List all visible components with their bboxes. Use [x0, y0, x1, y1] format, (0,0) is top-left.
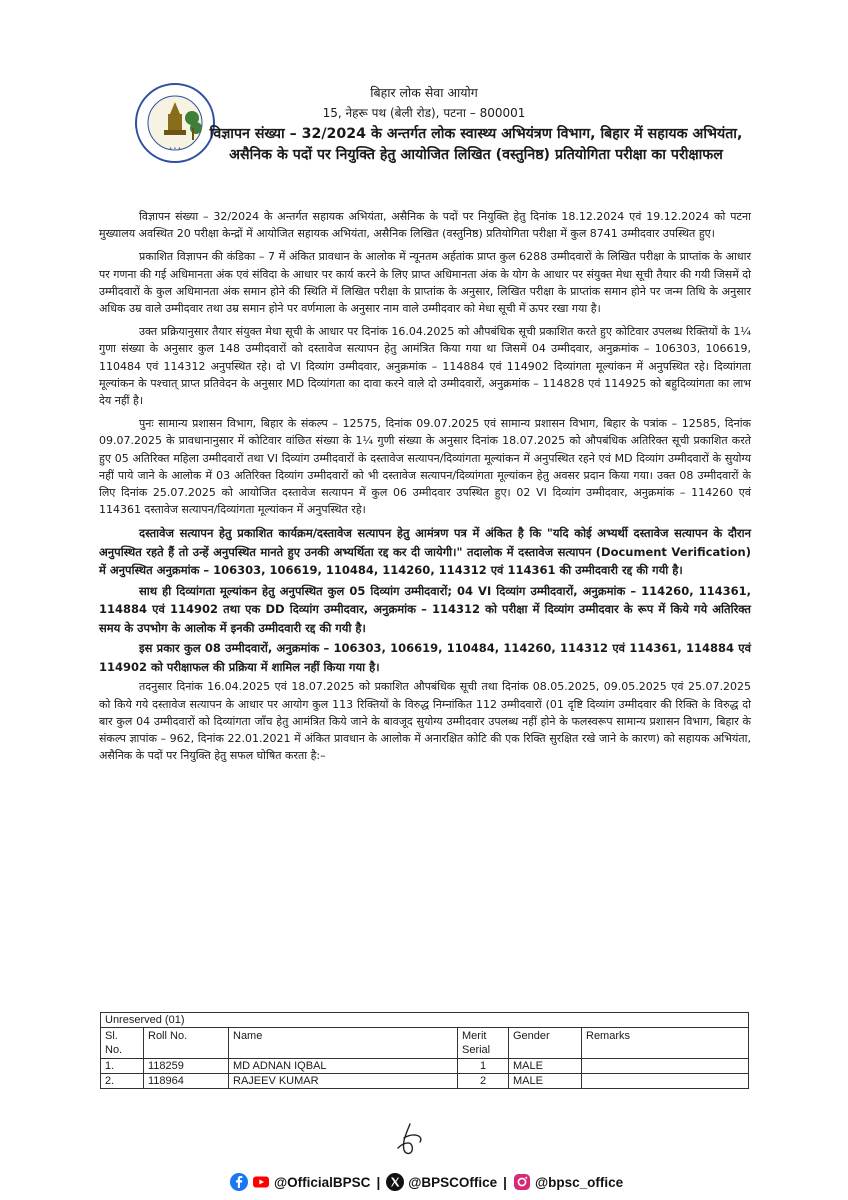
paragraph-3: उक्त प्रक्रियानुसार तैयार संयुक्त मेधा सूची के आधार पर दिनांक 16.04.2025 को औपबंधिक सूची प्रकाशित करते हुए कोटिवार उपलब्ध रिक्तियों के 1¼ गुणा संख्या के अनुसार कुल 148 उम्मीदवारों को दस्तावेज सत्यापन हेतु आमंत्रित किया गया था जिसमें 04 उम्मीदवार, अनुक्रमांक – 106303, 106619, 110484 एवं 114312 अनुपस्थित रहे। दो VI दिव्यांग उम्मीदवार, अनुक्रमांक – 114884 एवं 114902 दिव्यांगता मूल्यांकन में अनुपस्थित रहे। दिव्यांगता मूल्यांकन के पश्चात् प्राप्त प्रतिवेदन के अनुसार MD दिव्यांगता का दावा करने वाले दो उम्मीदवारों, अनुक्रमांक – 114828 एवं 114925 को बहुदिव्यांगता का लाभ देय नहीं है।: [99, 325, 751, 408]
footer-separator: |: [503, 1174, 507, 1190]
paragraph-2: प्रकाशित विज्ञापन की कंडिका – 7 में अंकित प्रावधान के आलोक में न्यूनतम अर्हतांक प्राप्त कुल 6288 उम्मीदवारों के लिखित परीक्षा के प्राप्तांक के आधार पर गणना की गई अधिमानता अंक एवं संविदा के आधार पर कार्य करने के लिए प्राप्त अधिमानता अंक के योग के आधार पर संयुक्त मेधा सूची तैयार की गयी जिसमें दो उम्मीदवारों के कुल अधिमानता अंक समान होने की स्थिति में लिखित परीक्षा के प्राप्तांक के अनुसार, लिखित परीक्षा के प्राप्तांक समान होने पर जन्म तिथि के अनुसार अधिक उम्र वाले उम्मीदवार तथा उम्र समान होने पर वर्णमाला के अनुसार नाम वाले उम्मीदवार को मेधा सूची में ऊपर रखा गया है।: [99, 250, 751, 316]
instagram-group[interactable]: [513, 1173, 623, 1191]
cell-sl: 2.: [101, 1074, 144, 1089]
cell-gender: MALE: [509, 1074, 582, 1089]
cell-name: MD ADNAN IQBAL: [229, 1059, 458, 1074]
header-name: Name: [229, 1028, 458, 1059]
cell-merit: 1: [458, 1059, 509, 1074]
youtube-icon: [252, 1173, 270, 1191]
table-header-row: [101, 1028, 749, 1059]
header-remarks: Remarks: [582, 1028, 749, 1059]
social-footer: [230, 1170, 625, 1194]
result-table: [100, 1012, 749, 1089]
paragraph-8: तदनुसार दिनांक 16.04.2025 एवं 18.07.2025 को प्रकाशित औपबंधिक सूची तथा दिनांक 08.05.2025, 09.05.2025 एवं 25.07.2025 को किये गये दस्तावेज सत्यापन के आधार पर आयोग कुल 113 रिक्तियों के विरुद्ध निम्नांकित 112 उम्मीदवारों (01 दृष्टि दिव्यांग उम्मीदवार की रिक्ति के विरुद्ध दो बार कुल 04 उम्मीदवारों को दिव्यांगता जाँच हेतु आमंत्रित किये जाने के बावजूद सुयोग्य उम्मीदवार उपलब्ध नहीं होने के फलस्वरूप सामान्य प्रशासन विभाग, बिहार के संकल्प ज्ञापांक – 962, दिनांक 22.01.2021 में अंकित प्रावधान के आलोक में अनारक्षित कोटि की एक रिक्ति सुरक्षित रखे जाने के कारण) को सहायक अभियंता, असैनिक के पदों पर नियुक्ति हेतु सफल घोषित करता है:–: [99, 680, 751, 763]
cell-roll: 118964: [144, 1074, 229, 1089]
handle-bpscoffice: @BPSCOffice: [408, 1174, 498, 1190]
facebook-icon: [230, 1173, 248, 1191]
header-gender: Gender: [509, 1028, 582, 1059]
paragraph-1: विज्ञापन संख्या – 32/2024 के अन्तर्गत सहायक अभियंता, असैनिक के पदों पर नियुक्ति हेतु दिनांक 18.12.2024 एवं 19.12.2024 को पटना मुख्यालय अवस्थित 20 परीक्षा केन्द्रों में आयोजित सहायक अभियंता, असैनिक लिखित (वस्तुनिष्ठ) प्रतियोगिता परीक्षा में कुल 8741 उम्मीदवार उपस्थित हुए।: [99, 210, 751, 241]
organization-name: बिहार लोक सेवा आयोग: [370, 85, 478, 100]
handle-bpsc-office: @bpsc_office: [534, 1174, 624, 1190]
header-sl: Sl. No.: [101, 1028, 144, 1059]
cell-roll: 118259: [144, 1059, 229, 1074]
header-merit: Merit Serial: [458, 1028, 509, 1059]
header-roll: Roll No.: [144, 1028, 229, 1059]
paragraph-7: इस प्रकार कुल 08 उम्मीदवारों, अनुक्रमांक – 106303, 106619, 110484, 114260, 114312 एवं 114361, 114884 एवं 114902 को परीक्षाफल की प्रक्रिया में शामिल नहीं किया गया है।: [99, 641, 751, 674]
table-row: [101, 1059, 749, 1074]
paragraph-6: साथ ही दिव्यांगता मूल्यांकन हेतु अनुपस्थित कुल 05 दिव्यांग उम्मीदवारों; 04 VI दिव्यांग उम्मीदवारों, अनुक्रमांक – 114260, 114361, 114884 एवं 114902 तथा एक DD दिव्यांग उम्मीदवार, अनुक्रमांक – 114312 को परीक्षा में दिव्यांग उम्मीदवार के रूप में किये गये अतिरिक्त समय के उपभोग के आलोक में इनकी उम्मीदवारी रद्द की गयी है।: [99, 583, 751, 635]
footer-separator: |: [376, 1174, 381, 1190]
x-twitter-icon: [386, 1173, 404, 1191]
table-caption: Unreserved (01): [101, 1013, 749, 1028]
cell-sl: 1.: [101, 1059, 144, 1074]
paragraph-4: पुनः सामान्य प्रशासन विभाग, बिहार के संकल्प – 12575, दिनांक 09.07.2025 एवं सामान्य प्रशासन विभाग, बिहार के पत्रांक – 12585, दिनांक 09.07.2025 के प्रावधानानुसार में कोटिवार वांछित संख्या के 1¼ गुणी संख्या के अनुसार दिनांक 18.07.2025 को औपबंधिक अतिरिक्त सूची प्रकाशित करते हुए 05 अतिरिक्त महिला उम्मीदवारों तथा VI दिव्यांग उम्मीदवारों के दस्तावेज सत्यापन/दिव्यांगता मूल्यांकन में अनुपस्थित रहने एवं MD दिव्यांग उम्मीदवारों के सुयोग्य नहीं पाये जाने के आलोक में 03 अतिरिक्त दिव्यांग उम्मीदवारों को भी दस्तावेज सत्यापन/दिव्यांगता मूल्यांकन हेतु अवसर प्रदान किया गया। उक्त 08 उम्मीदवारों के लिए दिनांक 25.07.2025 को आयोजित दस्तावेज सत्यापन में कुल 06 उम्मीदवार उपस्थित हुए। 02 VI दिव्यांग उम्मीदवार, अनुक्रमांक – 114260 एवं 114361 दस्तावेज सत्यापन/दिव्यांगता मूल्यांकन में अनुपस्थित रहे।: [99, 417, 751, 517]
cell-remarks: [582, 1074, 749, 1089]
handle-official: @OfficialBPSC: [274, 1174, 371, 1190]
cell-remarks: [582, 1059, 749, 1074]
signature-icon: [380, 1120, 440, 1160]
table-row: [101, 1074, 749, 1089]
cell-gender: MALE: [509, 1059, 582, 1074]
notice-title: विज्ञापन संख्या – 32/2024 के अन्तर्गत लोक स्वास्थ्य अभियंत्रण विभाग, बिहार में सहायक अभियंता, असैनिक के पदों पर नियुक्ति हेतु आयोजित लिखित (वस्तुनिष्ठ) प्रतियोगिता परीक्षा का परीक्षाफल: [209, 126, 743, 163]
x-group[interactable]: [386, 1173, 497, 1191]
cell-name: RAJEEV KUMAR: [229, 1074, 458, 1089]
instagram-icon: [513, 1173, 531, 1191]
cell-merit: 2: [458, 1074, 509, 1089]
organization-address: 15, नेहरू पथ (बेली रोड), पटना – 800001: [322, 106, 526, 120]
svg-text:• • •: • • •: [168, 146, 182, 152]
facebook-youtube-group[interactable]: [230, 1173, 370, 1191]
paragraph-5: दस्तावेज सत्यापन हेतु प्रकाशित कार्यक्रम/दस्तावेज सत्यापन हेतु आमंत्रण पत्र में अंकित है कि "यदि कोई अभ्यर्थी दस्तावेज सत्यापन के दौरान अनुपस्थित रहते हैं तो उन्हें अनुपस्थित मानते हुए उनकी अभ्यर्थिता रद्द कर दी जायेगी।" तदालोक में दस्तावेज सत्यापन (Document Verification) में अनुपस्थित अनुक्रमांक – 106303, 106619, 110484, 114260, 114312 एवं 114361 की उम्मीदवारी रद्द की गयी है।: [99, 526, 751, 578]
notice-body: [99, 208, 751, 770]
